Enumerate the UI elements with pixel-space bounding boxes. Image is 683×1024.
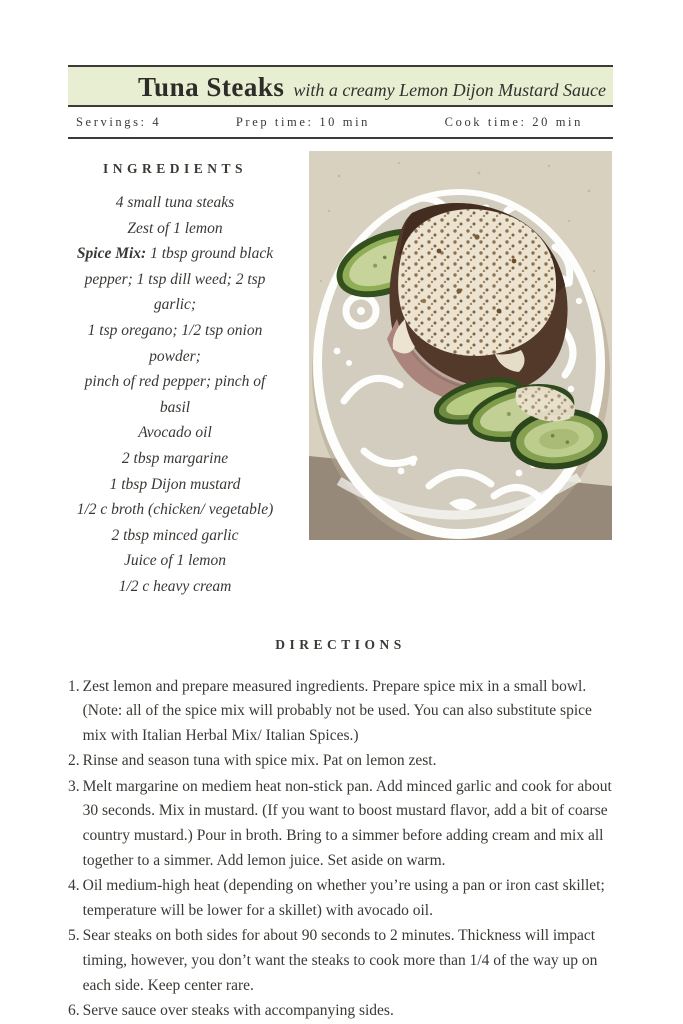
- direction-step: [68, 874, 613, 923]
- direction-step: [68, 675, 613, 749]
- direction-step: [68, 924, 613, 998]
- direction-step: [68, 749, 613, 774]
- ingredient-line: 2 tbsp minced garlic: [111, 526, 239, 544]
- direction-step-number: 1.: [68, 677, 80, 695]
- directions-list: [68, 675, 613, 1024]
- direction-step: [68, 775, 613, 873]
- ingredient-line: Spice Mix: 1 tbsp ground black: [76, 245, 274, 263]
- recipe-card: [68, 65, 613, 1024]
- direction-step-number: 3.: [68, 777, 80, 795]
- ingredient-line: Zest of 1 lemon: [127, 219, 223, 237]
- direction-step: [68, 999, 613, 1024]
- recipe-title: Tuna Steaks: [138, 72, 285, 102]
- directions-section-heading: [68, 636, 613, 654]
- ingredients-heading: INGREDIENTS: [102, 161, 248, 176]
- recipe-banner: [68, 65, 613, 107]
- cook-time-label: Cook time: 20 min: [444, 114, 583, 129]
- direction-step-text: Serve sauce over steaks with accompanying sides.: [82, 1002, 394, 1020]
- direction-step-number: 4.: [68, 877, 80, 895]
- tuna-steak-photo: [309, 151, 612, 540]
- ingredient-line: 1 tsp oregano; 1/2 tsp onion powder;: [87, 321, 263, 365]
- ingredient-line: 4 small tuna steaks: [115, 194, 235, 211]
- direction-step-text: Rinse and season tuna with spice mix. Pat on lemon zest.: [82, 752, 437, 770]
- ingredient-line: Juice of 1 lemon: [123, 552, 226, 570]
- direction-step-text: Sear steaks on both sides for about 90 seconds to 2 minutes. Thickness will impact timing, however, you don’t want the steaks to cook more than 1/4 of the way up on each side. Keep center rare.: [82, 927, 598, 994]
- direction-step-number: 6.: [68, 1002, 80, 1020]
- ingredient-line: pinch of red pepper; pinch of basil: [84, 373, 266, 416]
- ingredients-list: [68, 190, 282, 600]
- ingredient-line: 1 tbsp Dijon mustard: [109, 475, 241, 493]
- ingredient-bold-label: Spice Mix:: [76, 245, 147, 263]
- direction-step-text: Oil medium-high heat (depending on whether you’re using a pan or iron cast skillet; temperature will be lower for a skillet) with avocado oil.: [82, 877, 605, 919]
- ingredient-line: 1/2 c broth (chicken/ vegetable): [76, 501, 274, 519]
- servings-label: Servings: 4: [76, 114, 162, 129]
- direction-step-number: 5.: [68, 927, 80, 945]
- ingredient-line: 2 tbsp margarine: [121, 449, 229, 467]
- direction-step-text: Melt margarine on mediem heat non-stick pan. Add minced garlic and cook for about 30 seconds. Mix in mustard. (If you want to boost mustard flavor, add a bit of coarse country mustard.) Pour in broth. Bring to a simmer before adding cream and mix all together to a simmer. Add lemon juice. Set aside on warm.: [82, 777, 612, 869]
- ingredients-section: [68, 155, 282, 600]
- ingredient-line: Avocado oil: [138, 424, 212, 442]
- recipe-subtitle: with a creamy Lemon Dijon Mustard Sauce: [293, 80, 606, 100]
- content-row: [68, 155, 613, 600]
- recipe-meta-row: [68, 107, 613, 139]
- ingredient-line: pepper; 1 tsp dill weed; 2 tsp garlic;: [84, 270, 266, 314]
- directions-heading: DIRECTIONS: [275, 636, 406, 652]
- ingredient-line: 1/2 c heavy cream: [118, 577, 232, 595]
- direction-step-number: 2.: [68, 752, 80, 770]
- direction-step-text: Zest lemon and prepare measured ingredients. Prepare spice mix in a small bowl. (Note: all of the spice mix will probably not be used. You can also substitute spice mix with Italian Herbal Mix/ Italian Spices.): [82, 677, 592, 744]
- prep-time-label: Prep time: 10 min: [235, 114, 370, 129]
- tuna-steak-photo-graphic: [309, 151, 612, 540]
